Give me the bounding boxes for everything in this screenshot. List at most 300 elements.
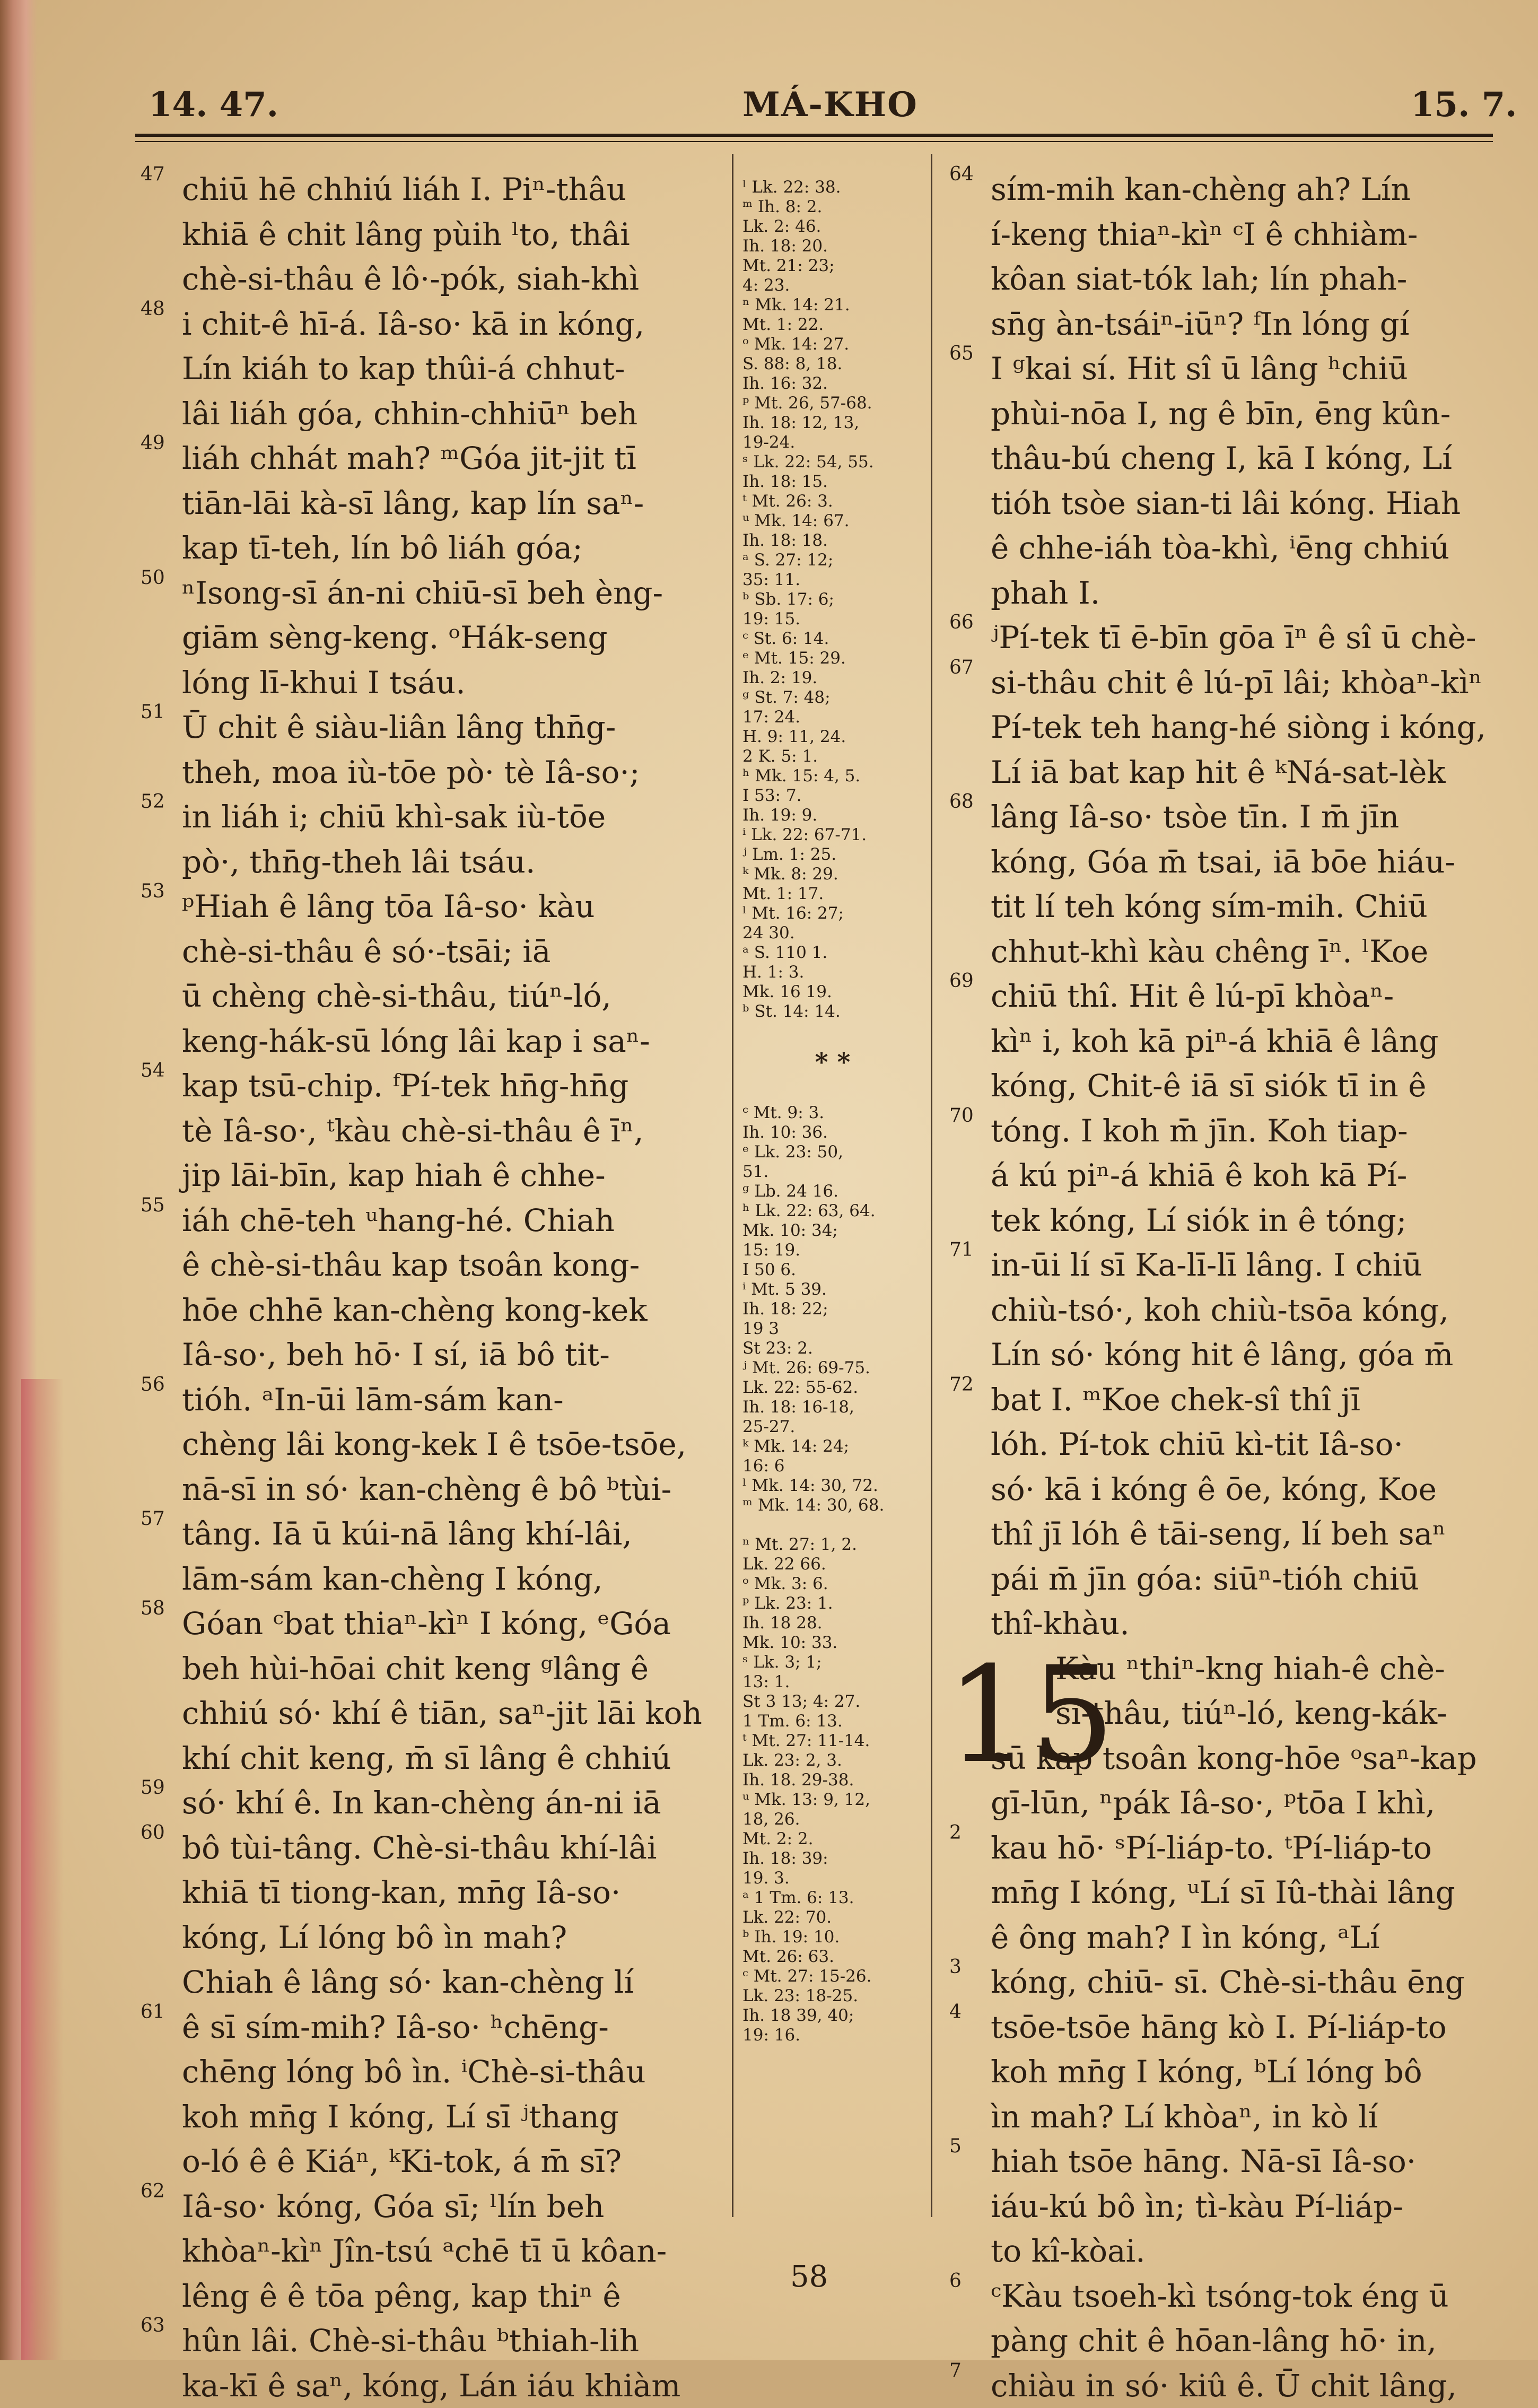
text-line bbox=[949, 1422, 1496, 1467]
line-text: tek kóng, Lí siók in ê tóng; bbox=[991, 1202, 1406, 1238]
text-line bbox=[949, 2049, 1496, 2095]
cross-reference: Lk. 22: 70. bbox=[742, 1908, 923, 1927]
cross-reference: 4: 23. bbox=[742, 276, 923, 295]
cross-reference: ᵃ 1 Tm. 6: 13. bbox=[742, 1888, 923, 1908]
cross-reference: ⁿ Mk. 14: 21. bbox=[742, 295, 923, 315]
line-text: ê chè-si-thâu kap tsoân kong- bbox=[182, 1247, 640, 1283]
cross-reference: Mt. 2: 2. bbox=[742, 1829, 923, 1849]
text-line bbox=[949, 1332, 1496, 1377]
verse-number: 47 bbox=[141, 164, 165, 185]
line-text: phah I. bbox=[991, 575, 1100, 611]
text-line bbox=[141, 705, 719, 750]
cross-reference: Lk. 23: 2, 3. bbox=[742, 1751, 923, 1770]
line-text: kôan siat-tók lah; lín phah- bbox=[991, 261, 1407, 297]
line-text: kap tī-teh, lín bô liáh góa; bbox=[182, 530, 583, 566]
text-line bbox=[141, 571, 719, 616]
text-line bbox=[949, 571, 1496, 616]
text-line bbox=[141, 615, 719, 660]
verse-number: 61 bbox=[141, 2002, 165, 2023]
cross-reference: Ih. 18: 22; bbox=[742, 1299, 923, 1319]
line-text: ʲPí-tek tī ē-bīn gōa īⁿ ê sî ū chè- bbox=[991, 620, 1476, 656]
running-head-end: 15. 7. bbox=[1411, 85, 1517, 125]
line-text: i chit-ê hī-á. Iâ-so· kā in kóng, bbox=[182, 306, 644, 342]
line-text: phùi-nōa I, ng ê bīn, ēng kûn- bbox=[991, 396, 1450, 432]
text-line bbox=[949, 346, 1496, 391]
line-text: ê chhe-iáh tòa-khì, ⁱēng chhiú bbox=[991, 530, 1449, 566]
text-line bbox=[949, 1153, 1496, 1198]
column-divider bbox=[732, 154, 733, 2217]
cross-reference: Ih. 18: 16-18, bbox=[742, 1398, 923, 1417]
line-text: kau hō· ˢPí-liáp-to. ᵗPí-liáp-to bbox=[991, 1830, 1432, 1866]
cross-reference: Lk. 23: 18-25. bbox=[742, 1986, 923, 2006]
verse-number: 63 bbox=[141, 2315, 165, 2336]
cross-reference: ᵇ Sb. 17: 6; bbox=[742, 590, 923, 609]
verse-number: 3 bbox=[949, 1957, 962, 1978]
cross-reference: Ih. 18. 29-38. bbox=[742, 1770, 923, 1790]
text-line bbox=[141, 1332, 719, 1377]
cross-reference: Mt. 1: 17. bbox=[742, 884, 923, 904]
cross-reference: ⁱ Lk. 22: 67-71. bbox=[742, 825, 923, 845]
cross-reference bbox=[742, 1515, 923, 1535]
cross-reference: ᵉ Lk. 23: 50, bbox=[742, 1142, 923, 1162]
line-text: sn̄g àn-tsáiⁿ-iūⁿ? ᶠIn lóng gí bbox=[991, 306, 1409, 342]
text-line bbox=[141, 1691, 719, 1736]
cross-reference: Ih. 18 39, 40; bbox=[742, 2006, 923, 2026]
verse-number: 66 bbox=[949, 612, 974, 633]
verse-number: 62 bbox=[141, 2181, 165, 2202]
text-line bbox=[141, 391, 719, 437]
text-line bbox=[141, 1826, 719, 1871]
verse-number: 4 bbox=[949, 2002, 962, 2023]
line-text: ìn mah? Lí khòaⁿ, in kò lí bbox=[991, 2099, 1378, 2135]
text-line bbox=[141, 2229, 719, 2274]
text-line bbox=[949, 974, 1496, 1019]
cross-reference: 24 30. bbox=[742, 923, 923, 943]
verse-number: 56 bbox=[141, 1374, 165, 1395]
line-text: thî jī lóh ê tāi-seng, lí beh saⁿ bbox=[991, 1516, 1446, 1552]
line-text: jip lāi-bīn, kap hiah ê chhe- bbox=[182, 1157, 606, 1193]
line-text: hōe chhē kan-chèng kong-kek bbox=[182, 1292, 648, 1328]
line-text: pò·, thn̄g-theh lâi tsáu. bbox=[182, 844, 535, 880]
cross-reference bbox=[742, 1022, 923, 1041]
text-line bbox=[949, 526, 1496, 571]
line-text: ū chèng chè-si-thâu, tiúⁿ-ló, bbox=[182, 978, 611, 1014]
line-text: lóh. Pí-tok chiū kì-tit Iâ-so· bbox=[991, 1426, 1403, 1462]
cross-reference: Ih. 18: 39: bbox=[742, 1849, 923, 1869]
cross-reference: 2 K. 5: 1. bbox=[742, 747, 923, 766]
text-line bbox=[141, 346, 719, 391]
text-line bbox=[949, 257, 1496, 302]
line-text: kóng, chiū- sī. Chè-si-thâu ēng bbox=[991, 1964, 1465, 2000]
text-line bbox=[949, 2274, 1496, 2319]
text-line bbox=[141, 1109, 719, 1154]
line-text: chèng lâi kong-kek I ê tsōe-tsōe, bbox=[182, 1426, 686, 1462]
text-line bbox=[141, 1960, 719, 2005]
cross-reference: I 53: 7. bbox=[742, 786, 923, 806]
line-text: mn̄g I kóng, ᵘLí sī Iû-thài lâng bbox=[991, 1874, 1455, 1910]
text-line bbox=[949, 212, 1496, 257]
text-line bbox=[141, 2095, 719, 2140]
text-line bbox=[949, 2229, 1496, 2274]
cross-reference: Lk. 22 66. bbox=[742, 1555, 923, 1574]
text-line bbox=[141, 1422, 719, 1467]
cross-reference: St 23: 2. bbox=[742, 1339, 923, 1358]
line-text: lêng ê ê tōa pêng, kap thiⁿ ê bbox=[182, 2278, 621, 2314]
cross-reference: ᵃ S. 27: 12; bbox=[742, 551, 923, 570]
cross-reference: ᶜ St. 6: 14. bbox=[742, 629, 923, 649]
line-text: chēng lóng bô ìn. ⁱChè-si-thâu bbox=[182, 2054, 646, 2090]
line-text: khòaⁿ-kìⁿ Jîn-tsú ᵃchē tī ū kôan- bbox=[182, 2233, 667, 2269]
text-line bbox=[141, 1870, 719, 1915]
text-line bbox=[141, 2274, 719, 2319]
cross-reference: ᵏ Mk. 14: 24; bbox=[742, 1437, 923, 1456]
text-line bbox=[141, 1646, 719, 1691]
text-line bbox=[141, 840, 719, 885]
line-text: lām-sám kan-chèng I kóng, bbox=[182, 1561, 603, 1597]
line-text: Iâ-so·, beh hō· I sí, iā bô tit- bbox=[182, 1337, 610, 1373]
text-line bbox=[949, 1019, 1496, 1064]
line-text: kóng, Lí lóng bô ìn mah? bbox=[182, 1920, 567, 1956]
text-line bbox=[949, 615, 1496, 660]
line-text: chè-si-thâu ê lô·-pók, siah-khì bbox=[182, 261, 639, 297]
text-line bbox=[141, 1153, 719, 1198]
text-line bbox=[141, 212, 719, 257]
text-line bbox=[141, 1557, 719, 1602]
text-line bbox=[949, 391, 1496, 437]
text-line bbox=[141, 1288, 719, 1333]
text-line bbox=[949, 1243, 1496, 1288]
text-line bbox=[141, 1243, 719, 1288]
text-line bbox=[141, 1467, 719, 1512]
text-line bbox=[949, 884, 1496, 929]
text-line bbox=[141, 1512, 719, 1557]
text-line bbox=[949, 1467, 1496, 1512]
line-text: ᶜKàu tsoeh-kì tsóng-tok éng ū bbox=[991, 2278, 1449, 2314]
line-text: Iâ-so· kóng, Góa sī; ˡlín beh bbox=[182, 2188, 604, 2224]
text-column-right bbox=[949, 167, 1496, 2408]
line-text: ê ông mah? I ìn kóng, ᵃLí bbox=[991, 1920, 1380, 1956]
cross-reference: ˡ Lk. 22: 38. bbox=[742, 178, 923, 197]
line-text: lâng Iâ-so· tsòe tīn. I m̄ jīn bbox=[991, 799, 1399, 835]
text-line bbox=[141, 929, 719, 974]
text-line bbox=[949, 1870, 1496, 1915]
verse-number: 55 bbox=[141, 1195, 165, 1216]
cross-reference: ᵘ Mk. 14: 67. bbox=[742, 511, 923, 531]
cross-reference bbox=[742, 1084, 923, 1103]
text-line bbox=[949, 1736, 1496, 1781]
verse-number: 67 bbox=[949, 657, 974, 678]
cross-reference: ᵖ Lk. 23: 1. bbox=[742, 1594, 923, 1613]
cross-reference: ˡ Mt. 16: 27; bbox=[742, 904, 923, 923]
cross-reference: 25-27. bbox=[742, 1417, 923, 1437]
text-line bbox=[949, 1063, 1496, 1109]
line-text: bô tùi-tâng. Chè-si-thâu khí-lâi bbox=[182, 1830, 657, 1866]
line-text: pái m̄ jīn góa: siūⁿ-tióh chiū bbox=[991, 1561, 1419, 1597]
cross-reference: Ih. 18: 12, 13, bbox=[742, 413, 923, 433]
verse-number: 2 bbox=[949, 1822, 962, 1844]
line-text: iáh chē-teh ᵘhang-hé. Chiah bbox=[182, 1202, 615, 1238]
verse-number: 51 bbox=[141, 702, 165, 723]
cross-reference: 19-24. bbox=[742, 433, 923, 452]
text-line bbox=[949, 1781, 1496, 1826]
verse-number: 69 bbox=[949, 971, 974, 992]
line-text: lâi liáh góa, chhin-chhiūⁿ beh bbox=[182, 396, 637, 432]
line-text: chhut-khì kàu chêng īⁿ. ˡKoe bbox=[991, 933, 1428, 970]
cross-reference: ᵗ Mt. 27: 11-14. bbox=[742, 1731, 923, 1751]
column-divider bbox=[931, 154, 932, 2217]
cross-reference: ʲ Lm. 1: 25. bbox=[742, 845, 923, 865]
line-text: tiān-lāi kà-sī lâng, kap lín saⁿ- bbox=[182, 485, 644, 521]
line-text: Kàu ⁿthiⁿ-kng hiah-ê chè- bbox=[1055, 1651, 1445, 1687]
verse-number: 70 bbox=[949, 1105, 974, 1127]
verse-number: 71 bbox=[949, 1240, 974, 1261]
text-line bbox=[141, 1915, 719, 1960]
cross-reference: 1 Tm. 6: 13. bbox=[742, 1712, 923, 1731]
line-text: bat I. ᵐKoe chek-sî thî jī bbox=[991, 1382, 1360, 1418]
text-line bbox=[949, 2363, 1496, 2408]
cross-reference: ᵖ Mt. 26, 57-68. bbox=[742, 394, 923, 413]
line-text: sū kap tsoân kong-hōe ᵒsaⁿ-kap bbox=[991, 1740, 1477, 1776]
line-text: beh hùi-hōai chit keng ᵍlâng ê bbox=[182, 1651, 649, 1687]
cross-reference: ˢ Lk. 3; 1; bbox=[742, 1653, 923, 1672]
line-text: í-keng thiaⁿ-kìⁿ ᶜI ê chhiàm- bbox=[991, 216, 1418, 252]
verse-number: 60 bbox=[141, 1822, 165, 1844]
running-head-start: 14. 47. bbox=[148, 85, 278, 125]
text-line bbox=[949, 436, 1496, 481]
verse-number: 52 bbox=[141, 791, 165, 813]
cross-reference: ᵗ Mt. 26: 3. bbox=[742, 492, 923, 511]
line-text: chiù-tsó·, koh chiù-tsōa kóng, bbox=[991, 1292, 1449, 1328]
text-line bbox=[141, 1601, 719, 1646]
cross-reference: Mk. 10: 34; bbox=[742, 1221, 923, 1241]
text-line bbox=[949, 2184, 1496, 2229]
page-stain bbox=[21, 1379, 64, 2360]
cross-reference: ᵉ Mt. 15: 29. bbox=[742, 649, 923, 668]
text-line bbox=[141, 2318, 719, 2363]
text-column-left bbox=[141, 167, 719, 2408]
line-text: lóng lī-khui I tsáu. bbox=[182, 665, 466, 701]
cross-reference: 15: 19. bbox=[742, 1241, 923, 1260]
cross-reference: ᵒ Mk. 14: 27. bbox=[742, 335, 923, 354]
verse-number: 6 bbox=[949, 2271, 962, 2292]
line-text: tâng. Iā ū kúi-nā lâng khí-lâi, bbox=[182, 1516, 632, 1552]
text-line bbox=[949, 1288, 1496, 1333]
line-text: á kú piⁿ-á khiā ê koh kā Pí- bbox=[991, 1157, 1407, 1193]
cross-reference: ⁱ Mt. 5 39. bbox=[742, 1280, 923, 1299]
line-text: koh mn̄g I kóng, ᵇLí lóng bô bbox=[991, 2054, 1422, 2090]
text-line bbox=[141, 481, 719, 526]
line-text: chiū hē chhiú liáh I. Piⁿ-thâu bbox=[182, 171, 626, 207]
cross-reference: H. 1: 3. bbox=[742, 963, 923, 982]
verse-number: 49 bbox=[141, 433, 165, 454]
cross-reference: ᵒ Mk. 3: 6. bbox=[742, 1574, 923, 1594]
text-line bbox=[141, 750, 719, 795]
text-line bbox=[141, 2005, 719, 2050]
cross-reference: ᵇ St. 14: 14. bbox=[742, 1002, 923, 1022]
text-line bbox=[949, 1109, 1496, 1154]
line-text: khiā tī tiong-kan, mn̄g Iâ-so· bbox=[182, 1874, 621, 1910]
cross-reference: Lk. 2: 46. bbox=[742, 217, 923, 237]
text-line bbox=[141, 2139, 719, 2184]
text-line bbox=[141, 884, 719, 929]
cross-reference: ᵐ Ih. 8: 2. bbox=[742, 197, 923, 217]
line-text: ⁿIsong-sī án-ni chiū-sī beh èng- bbox=[182, 575, 663, 611]
text-line bbox=[949, 2095, 1496, 2140]
line-text: tóng. I koh m̄ jīn. Koh tiap- bbox=[991, 1113, 1408, 1149]
verse-number: 5 bbox=[949, 2136, 962, 2157]
cross-reference: 35: 11. bbox=[742, 570, 923, 590]
verse-number: 7 bbox=[949, 2360, 962, 2381]
line-text: kìⁿ i, koh kā piⁿ-á khiā ê lâng bbox=[991, 1023, 1438, 1059]
line-text: kóng, Chit-ê iā sī siók tī in ê bbox=[991, 1068, 1426, 1104]
verse-number: 54 bbox=[141, 1060, 165, 1081]
line-text: kap tsū-chip. ᶠPí-tek hn̄g-hn̄g bbox=[182, 1068, 628, 1104]
line-text: tè Iâ-so·, ᵗkàu chè-si-thâu ê īⁿ, bbox=[182, 1113, 644, 1149]
cross-reference: Ih. 18: 20. bbox=[742, 237, 923, 256]
cross-reference: Mt. 1: 22. bbox=[742, 315, 923, 335]
line-text: Lí iā bat kap hit ê ᵏNá-sat-lèk bbox=[991, 754, 1446, 790]
line-text: iáu-kú bô ìn; tì-kàu Pí-liáp- bbox=[991, 2188, 1403, 2224]
line-text: chiàu in só· kiû ê. Ū chit lâng, bbox=[991, 2368, 1457, 2404]
line-text: Ū chit ê siàu-liân lâng thn̄g- bbox=[182, 709, 616, 745]
cross-reference: 19. 3. bbox=[742, 1869, 923, 1888]
line-text: sím-mih kan-chèng ah? Lín bbox=[991, 171, 1411, 207]
text-line bbox=[949, 705, 1496, 750]
line-text: gī-lūn, ⁿpák Iâ-so·, ᵖtōa I khì, bbox=[991, 1785, 1435, 1821]
text-line bbox=[141, 1377, 719, 1423]
cross-reference: Ih. 18: 15. bbox=[742, 472, 923, 492]
text-line bbox=[949, 1915, 1496, 1960]
line-text: thî-khàu. bbox=[991, 1606, 1130, 1642]
cross-reference: ᵏ Mk. 8: 29. bbox=[742, 865, 923, 884]
line-text: Lín kiáh to kap thûi-á chhut- bbox=[182, 351, 625, 387]
cross-reference: 51. bbox=[742, 1162, 923, 1182]
line-text: só· khí ê. In kan-chèng án-ni iā bbox=[182, 1785, 661, 1821]
line-text: ka-kī ê saⁿ, kóng, Lán iáu khiàm bbox=[182, 2368, 680, 2404]
chapter-number: 15 bbox=[946, 1652, 1115, 1779]
text-line bbox=[141, 1019, 719, 1064]
line-text: si-thâu, tiúⁿ-ló, keng-kák- bbox=[1055, 1695, 1447, 1731]
verse-number: 72 bbox=[949, 1374, 974, 1395]
line-text: thâu-bú cheng I, kā I kóng, Lí bbox=[991, 440, 1452, 476]
text-line bbox=[141, 1198, 719, 1243]
line-text: tióh. ᵃIn-ūi lām-sám kan- bbox=[182, 1382, 564, 1418]
cross-reference: ⁿ Mt. 27: 1, 2. bbox=[742, 1535, 923, 1555]
cross-reference: S. 88: 8, 18. bbox=[742, 354, 923, 374]
line-text: Góan ᶜbat thiaⁿ-kìⁿ I kóng, ᵉGóa bbox=[182, 1606, 671, 1642]
cross-reference: ᵍ Lb. 24 16. bbox=[742, 1182, 923, 1201]
line-text: khiā ê chit lâng pùih ˡto, thâi bbox=[182, 216, 630, 252]
line-text: tsōe-tsōe hāng kò I. Pí-liáp-to bbox=[991, 2009, 1447, 2045]
cross-reference: ᶜ Mt. 9: 3. bbox=[742, 1103, 923, 1123]
line-text: chhiú só· khí ê tiān, saⁿ-jit lāi koh bbox=[182, 1695, 702, 1731]
text-line bbox=[949, 750, 1496, 795]
text-line bbox=[949, 481, 1496, 526]
cross-reference: ᶜ Mt. 27: 15-26. bbox=[742, 1967, 923, 1986]
verse-number: 50 bbox=[141, 568, 165, 589]
text-line bbox=[141, 1781, 719, 1826]
line-text: si-thâu chit ê lú-pī lâi; khòaⁿ-kìⁿ bbox=[991, 665, 1482, 701]
cross-reference: ᵃ S. 110 1. bbox=[742, 943, 923, 963]
text-line bbox=[949, 1512, 1496, 1557]
line-text: khí chit keng, m̄ sī lâng ê chhiú bbox=[182, 1740, 671, 1776]
line-text: chiū thî. Hit ê lú-pī khòaⁿ- bbox=[991, 978, 1394, 1014]
cross-reference: Mt. 26: 63. bbox=[742, 1947, 923, 1967]
line-text: kóng, Góa m̄ tsai, iā bōe hiáu- bbox=[991, 844, 1455, 880]
text-line bbox=[949, 840, 1496, 885]
text-line bbox=[141, 660, 719, 705]
text-line bbox=[141, 974, 719, 1019]
line-text: in liáh i; chiū khì-sak iù-tōe bbox=[182, 799, 606, 835]
line-text: in-ūi lí sī Ka-lī-lī lâng. I chiū bbox=[991, 1247, 1422, 1283]
verse-number: 68 bbox=[949, 791, 974, 813]
cross-reference: I 50 6. bbox=[742, 1260, 923, 1280]
text-line bbox=[949, 1960, 1496, 2005]
line-text: ê sī sím-mih? Iâ-so· ʰchēng- bbox=[182, 2009, 609, 2045]
line-text: keng-hák-sū lóng lâi kap i saⁿ- bbox=[182, 1023, 650, 1059]
text-line bbox=[949, 1646, 1496, 1691]
header-rule-thin bbox=[135, 141, 1493, 142]
line-text: tióh tsòe sian-ti lâi kóng. Hiah bbox=[991, 485, 1461, 521]
text-line bbox=[949, 660, 1496, 705]
cross-reference: Ih. 10: 36. bbox=[742, 1123, 923, 1142]
cross-reference: 18, 26. bbox=[742, 1810, 923, 1829]
cross-reference: 19 3 bbox=[742, 1319, 923, 1339]
cross-reference: Ih. 18 28. bbox=[742, 1613, 923, 1633]
line-text: I ᵍkai sí. Hit sî ū lâng ʰchiū bbox=[991, 351, 1408, 387]
text-line bbox=[141, 302, 719, 347]
cross-reference: Mt. 21: 23; bbox=[742, 256, 923, 276]
line-text: hiah tsōe hāng. Nā-sī Iâ-so· bbox=[991, 2143, 1416, 2179]
cross-reference: 19: 16. bbox=[742, 2026, 923, 2045]
cross-reference-column bbox=[742, 178, 923, 2045]
line-text: o-ló ê ê Kiáⁿ, ᵏKi-tok, á m̄ sī? bbox=[182, 2143, 622, 2179]
text-line bbox=[949, 795, 1496, 840]
line-text: hûn lâi. Chè-si-thâu ᵇthiah-lih bbox=[182, 2323, 639, 2359]
section-separator: * * bbox=[742, 1041, 923, 1084]
line-text: ᵖHiah ê lâng tōa Iâ-so· kàu bbox=[182, 888, 595, 924]
cross-reference: 19: 15. bbox=[742, 609, 923, 629]
text-line bbox=[949, 167, 1496, 212]
text-line bbox=[141, 2184, 719, 2229]
cross-reference: ʰ Mk. 15: 4, 5. bbox=[742, 766, 923, 786]
cross-reference: Mk. 10: 33. bbox=[742, 1633, 923, 1653]
line-text: giām sèng-keng. ᵒHák-seng bbox=[182, 620, 607, 656]
text-line bbox=[949, 2139, 1496, 2184]
verse-number: 57 bbox=[141, 1508, 165, 1530]
cross-reference: Lk. 22: 55-62. bbox=[742, 1378, 923, 1398]
verse-number: 59 bbox=[141, 1777, 165, 1799]
text-line bbox=[949, 1826, 1496, 1871]
cross-reference: 17: 24. bbox=[742, 708, 923, 727]
cross-reference: ᵐ Mk. 14: 30, 68. bbox=[742, 1496, 923, 1515]
cross-reference: Mk. 16 19. bbox=[742, 982, 923, 1002]
text-line bbox=[141, 795, 719, 840]
cross-reference: ˡ Mk. 14: 30, 72. bbox=[742, 1476, 923, 1496]
cross-reference: ʰ Lk. 22: 63, 64. bbox=[742, 1201, 923, 1221]
text-line bbox=[949, 1691, 1496, 1736]
text-line bbox=[949, 1557, 1496, 1602]
cross-reference: ᵘ Mk. 13: 9, 12, bbox=[742, 1790, 923, 1810]
verse-number: 58 bbox=[141, 1598, 165, 1619]
line-text: Pí-tek teh hang-hé siòng i kóng, bbox=[991, 709, 1486, 745]
cross-reference: Ih. 19: 9. bbox=[742, 806, 923, 825]
line-text: nā-sī in só· kan-chèng ê bô ᵇtùi- bbox=[182, 1471, 671, 1507]
cross-reference: H. 9: 11, 24. bbox=[742, 727, 923, 747]
line-text: theh, moa iù-tōe pò· tè Iâ-so·; bbox=[182, 754, 640, 790]
line-text: liáh chhát mah? ᵐGóa jit-jit tī bbox=[182, 440, 636, 476]
text-line bbox=[141, 526, 719, 571]
